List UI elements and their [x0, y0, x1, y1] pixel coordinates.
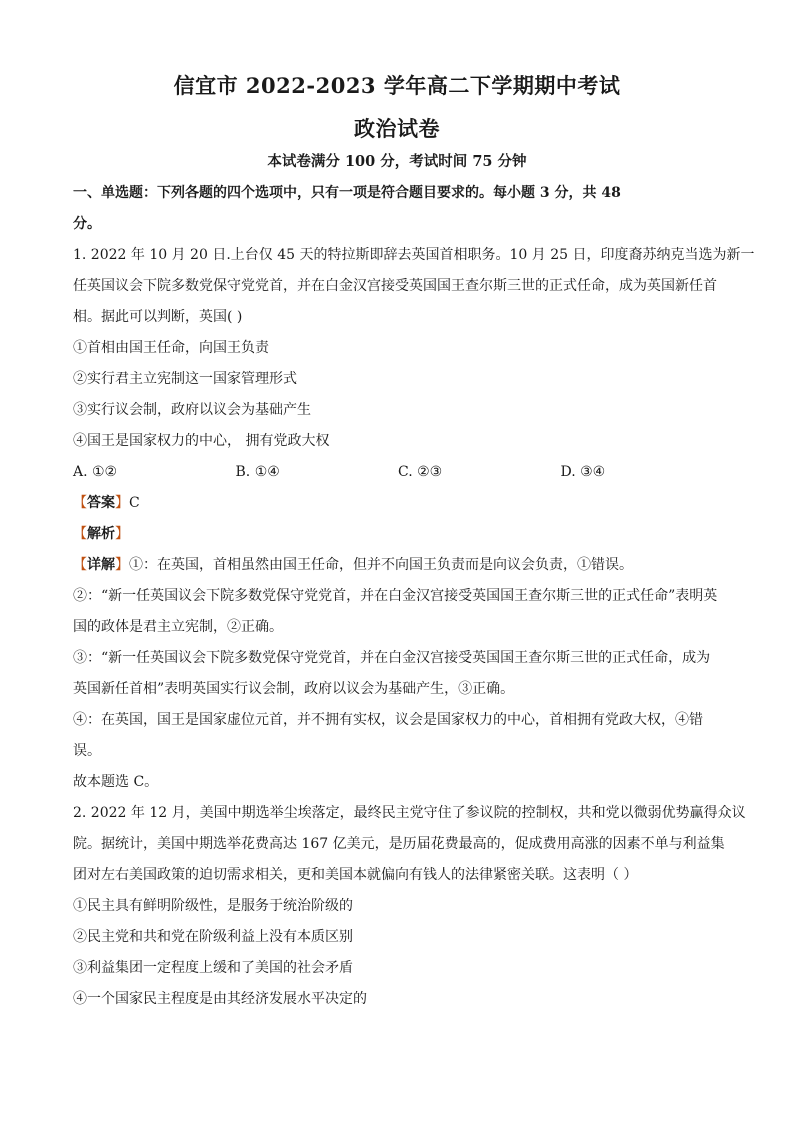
q1-detail-line: ③：“新一任英国议会下院多数党保守党党首，并在白金汉宫接受英国国王查尔斯三世的正式任命，成为 — [73, 650, 711, 666]
q1-item: ④国王是国家权力的中心， 拥有党政大权 — [73, 433, 330, 449]
q1-answer — [73, 488, 723, 519]
q1-detail-line: ②：“新一任英国议会下院多数党保守党党首，并在白金汉宫接受英国国王查尔斯三世的正式任命”表明英 — [73, 588, 718, 604]
answer-label: 答案 — [87, 495, 115, 511]
q1-conclusion: 故本题选 C。 — [73, 774, 159, 790]
q2-stem-line2: 院。据统计，美国中期选举花费高达 167 亿美元，是历届花费最高的，促成费用高涨的因素不单与利益集 — [73, 836, 725, 852]
exam-body — [73, 178, 755, 1015]
q1-detail-line: 英国新任首相”表明英国实行议会制，政府以议会为基础产生，③正确。 — [73, 681, 515, 697]
q1-option-a: A. ①② — [73, 464, 118, 480]
q1-stem-line1: 1. 2022 年 10 月 20 日.上台仅 45 天的特拉斯即辞去英国首相职务。10 月 25 日，印度裔苏纳克当选为新一 — [73, 247, 755, 263]
q1-item: ②实行君主立宪制这一国家管理形式 — [73, 371, 297, 387]
q1-item: ③实行议会制，政府以议会为基础产生 — [73, 402, 311, 418]
analysis-bracket-close: 】 — [115, 526, 129, 542]
answer-value: C — [129, 495, 140, 511]
q2-stem-line1: 2. 2022 年 12 月，美国中期选举尘埃落定，最终民主党守住了参议院的控制权，共和党以微弱优势赢得众议 — [73, 805, 746, 821]
detail-text: ①：在英国，首相虽然由国王任命，但并不向国王负责而是向议会负责，①错误。 — [129, 557, 633, 573]
q1-option-d: D. ③④ — [560, 464, 606, 480]
answer-bracket-open: 【 — [73, 495, 87, 511]
answer-bracket-close: 】 — [115, 495, 129, 511]
section-heading-line1: 一、单选题：下列各题的四个选项中，只有一项是符合题目要求的。每小题 3 分，共 48 — [73, 185, 621, 201]
q2-item: ④一个国家民主程度是由其经济发展水平决定的 — [73, 991, 367, 1007]
q1-detail-line: ④：在英国，国王是国家虚位元首，并不拥有实权，议会是国家权力的中心，首相拥有党政大权，④错 — [73, 712, 703, 728]
q1-item: ①首相由国王任命，向国王负责 — [73, 340, 269, 356]
q1-detail-line — [73, 550, 723, 581]
exam-title: 信宜市 2022-2023 学年高二下学期期中考试 — [173, 73, 621, 98]
q1-stem-line2: 任英国议会下院多数党保守党党首，并在白金汉宫接受英国国王查尔斯三世的正式任命，成为英国新任首 — [73, 278, 717, 294]
q2-item: ②民主党和共和党在阶级利益上没有本质区别 — [73, 929, 353, 945]
q2-item: ③利益集团一定程度上缓和了美国的社会矛盾 — [73, 960, 353, 976]
q1-detail-line: 误。 — [73, 743, 101, 759]
detail-bracket-close: 】 — [115, 557, 129, 573]
detail-bracket-open: 【 — [73, 557, 87, 573]
q1-detail-line: 国的政体是君主立宪制，②正确。 — [73, 619, 283, 635]
q1-option-b: B. ①④ — [235, 464, 280, 480]
q2-stem-line3: 团对左右美国政策的迫切需求相关，更和美国本就偏向有钱人的法律紧密关联。这表明（ ） — [73, 867, 638, 883]
subject-title: 政治试卷 — [354, 116, 440, 141]
exam-note: 本试卷满分 100 分，考试时间 75 分钟 — [267, 153, 527, 170]
q1-options — [73, 457, 723, 488]
analysis-bracket-open: 【 — [73, 526, 87, 542]
analysis-label: 解析 — [87, 526, 115, 542]
section-heading-line2: 分。 — [73, 216, 101, 232]
detail-label: 详解 — [87, 557, 115, 573]
q1-stem-line3: 相。据此可以判断，英国( ) — [73, 309, 243, 325]
q1-option-c: C. ②③ — [398, 464, 443, 480]
q2-item: ①民主具有鲜明阶级性，是服务于统治阶级的 — [73, 898, 353, 914]
q1-analysis — [73, 519, 723, 550]
